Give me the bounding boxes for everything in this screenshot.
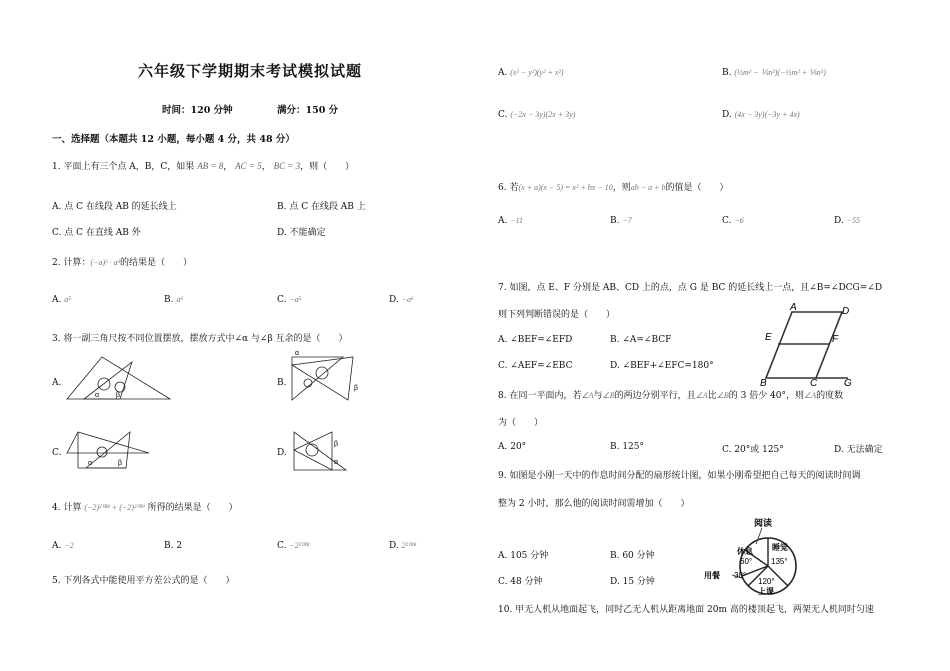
q1-option-b[interactable]: B. 点 C 在线段 AB 上 bbox=[277, 202, 366, 212]
svg-text:60°: 60° bbox=[740, 557, 753, 566]
q9-pie-chart bbox=[704, 516, 808, 596]
question-3: 3. 将一副三角尺按不同位置摆放，摆放方式中∠α 与∠β 互余的是（ ） bbox=[52, 334, 348, 344]
q6-expr2: ab − a + b bbox=[630, 183, 666, 192]
q7-option-a[interactable]: A. ∠BEF=∠EFD bbox=[498, 335, 573, 345]
svg-text:G: G bbox=[844, 378, 852, 388]
q9-option-d[interactable]: D. 15 分钟 bbox=[610, 577, 655, 587]
question-1: 1. 平面上有三个点 A，B，C，如果 AB = 8， AC = 5， BC = 3，则（ ） bbox=[52, 161, 355, 172]
exam-score: 满分：150 分 bbox=[277, 105, 339, 116]
q3a-alpha-label: α bbox=[95, 392, 100, 399]
q1-math-ab: AB = 8 bbox=[197, 161, 224, 171]
q6-expr: (x + a)(x − 5) = x² + bx − 10 bbox=[518, 183, 613, 192]
q6-mid: ，则 bbox=[612, 183, 631, 193]
q8-option-b[interactable]: B. 125° bbox=[610, 442, 645, 452]
question-9-line1: 9. 如图是小刚一天中的作息时间分配的扇形统计图，如果小刚希望把自己每天的阅读时间调 bbox=[498, 471, 861, 481]
q4-option-a[interactable]: A. −2 bbox=[52, 541, 74, 551]
q2-stem: 2. 计算： bbox=[52, 258, 91, 268]
q3-figure-b bbox=[288, 345, 368, 405]
q3c-alpha-label: α bbox=[88, 460, 93, 467]
q2-option-d[interactable]: D. −a⁶ bbox=[389, 295, 414, 305]
q9-option-c[interactable]: C. 48 分钟 bbox=[498, 577, 543, 587]
q6-option-a[interactable]: A. −11 bbox=[498, 216, 524, 226]
q5-option-a[interactable]: A. (x² − y²)(y² + x²) bbox=[498, 68, 564, 78]
q1-tail: ，则（ ） bbox=[300, 162, 355, 172]
q8-option-d[interactable]: D. 无法确定 bbox=[834, 445, 883, 455]
q4-tail: 所得的结果是（ ） bbox=[147, 503, 238, 513]
q1-option-d[interactable]: D. 不能确定 bbox=[277, 228, 326, 238]
question-8-line2: 为（ ） bbox=[498, 418, 544, 428]
q1-math-bc: BC = 3 bbox=[273, 161, 301, 171]
q6-option-b[interactable]: B. −7 bbox=[610, 216, 632, 226]
svg-text:120°: 120° bbox=[758, 577, 775, 586]
svg-text:F: F bbox=[832, 334, 839, 345]
question-7-line2: 则下列判断错误的是（ ） bbox=[498, 310, 616, 320]
q5-option-d[interactable]: D. (4x − 3y)(−3y + 4x) bbox=[722, 110, 800, 120]
q1-math-ac: AC = 5 bbox=[235, 161, 262, 171]
q3b-beta-label: β bbox=[354, 385, 359, 392]
q3-option-c[interactable]: C. bbox=[52, 448, 62, 458]
q7-option-c[interactable]: C. ∠AEF=∠EBC bbox=[498, 361, 573, 371]
q3d-beta-label: β bbox=[334, 441, 339, 448]
q5-option-c[interactable]: C. (−2x − 3y)(2x + 3y) bbox=[498, 110, 576, 120]
q6-tail: 的值是（ ） bbox=[665, 183, 729, 193]
section-heading: 一、选择题（本题共 12 小题，每小题 4 分，共 48 分） bbox=[52, 134, 295, 145]
q5-option-b[interactable]: B. (½m² − ⅕n³)(−½m² + ⅕n³) bbox=[722, 68, 826, 78]
q3-option-b[interactable]: B. bbox=[277, 378, 287, 388]
exam-time: 时间：120 分钟 bbox=[162, 105, 233, 116]
q7-parallelogram-figure bbox=[758, 302, 858, 388]
question-10: 10. 甲无人机从地面起飞，同时乙无人机从距离地面 20m 高的楼顶起飞，两架无人机同时匀速 bbox=[498, 605, 874, 615]
svg-text:30°: 30° bbox=[734, 571, 747, 580]
q6-option-d[interactable]: D. −55 bbox=[834, 216, 861, 226]
q3c-beta-label: β bbox=[118, 460, 123, 467]
q4-option-d[interactable]: D. 2²⁰¹⁸ bbox=[389, 541, 417, 551]
q4-expr: (−2)²⁰¹⁸ + (−2)²⁰¹⁹ bbox=[84, 503, 145, 512]
q4-option-b[interactable]: B. 2 bbox=[164, 541, 183, 551]
q4-stem: 4. 计算 bbox=[52, 503, 82, 513]
svg-text:休息: 休息 bbox=[737, 547, 753, 556]
q3b-alpha-label: α bbox=[295, 350, 300, 357]
question-8-line1: 8. 在同一平面内，若∠A与∠B的两边分别平行，且∠A比∠B的 3 倍少 40°，则∠A的度数 bbox=[498, 391, 844, 401]
svg-text:阅读: 阅读 bbox=[754, 518, 773, 528]
q9-option-b[interactable]: B. 60 分钟 bbox=[610, 551, 655, 561]
q2-option-a[interactable]: A. a⁵ bbox=[52, 295, 72, 305]
q7-option-b[interactable]: B. ∠A=∠BCF bbox=[610, 335, 672, 345]
q1-option-a[interactable]: A. 点 C 在线段 AB 的延长线上 bbox=[52, 202, 177, 212]
q6-stem: 6. 若 bbox=[498, 183, 519, 193]
q6-option-c[interactable]: C. −6 bbox=[722, 216, 744, 226]
q3-figure-a bbox=[62, 352, 174, 404]
q1-option-c[interactable]: C. 点 C 在直线 AB 外 bbox=[52, 228, 141, 238]
svg-text:C: C bbox=[810, 378, 818, 388]
question-7-line1: 7. 如图，点 E、F 分别是 AB、CD 上的点，点 G 是 BC 的延长线上一点，且∠B=∠DCG=∠D bbox=[498, 283, 883, 293]
q7-option-d[interactable]: D. ∠BEF+∠EFC=180° bbox=[610, 361, 714, 371]
q1-stem: 1. 平面上有三个点 A，B，C，如果 bbox=[52, 162, 195, 172]
svg-text:A: A bbox=[790, 302, 797, 313]
svg-text:上课: 上课 bbox=[758, 587, 774, 596]
page-title: 六年级下学期期末考试模拟试题 bbox=[138, 62, 363, 80]
q9-option-a[interactable]: A. 105 分钟 bbox=[498, 551, 549, 561]
svg-text:D: D bbox=[842, 306, 850, 317]
q3d-alpha-label: α bbox=[334, 459, 339, 466]
svg-text:B: B bbox=[760, 378, 767, 388]
q3-option-a[interactable]: A. bbox=[52, 378, 62, 388]
q2-expr: (−a)² · a³ bbox=[90, 258, 120, 267]
question-2 bbox=[52, 255, 192, 268]
question-6 bbox=[498, 180, 729, 193]
q3-figure-c bbox=[64, 428, 152, 473]
question-9-line2: 整为 2 小时，那么他的阅读时间需增加（ ） bbox=[498, 499, 690, 509]
q2-option-c[interactable]: C. −a⁵ bbox=[277, 295, 302, 305]
svg-text:E: E bbox=[765, 332, 772, 343]
q3-figure-d bbox=[290, 428, 350, 473]
q8-option-c[interactable]: C. 20°或 125° bbox=[722, 445, 784, 455]
svg-text:用餐: 用餐 bbox=[704, 571, 720, 580]
q4-option-c[interactable]: C. −2²⁰¹⁸ bbox=[277, 541, 310, 551]
q3a-beta-label: β bbox=[116, 392, 121, 399]
question-5: 5. 下列各式中能使用平方差公式的是（ ） bbox=[52, 576, 235, 586]
q3-option-d[interactable]: D. bbox=[277, 448, 287, 458]
question-4 bbox=[52, 500, 238, 513]
q2-tail: 的结果是（ ） bbox=[119, 258, 192, 268]
q2-option-b[interactable]: B. a⁶ bbox=[164, 295, 184, 305]
svg-text:135°: 135° bbox=[771, 557, 788, 566]
svg-text:睡觉: 睡觉 bbox=[772, 543, 788, 552]
q8-option-a[interactable]: A. 20° bbox=[498, 442, 527, 452]
